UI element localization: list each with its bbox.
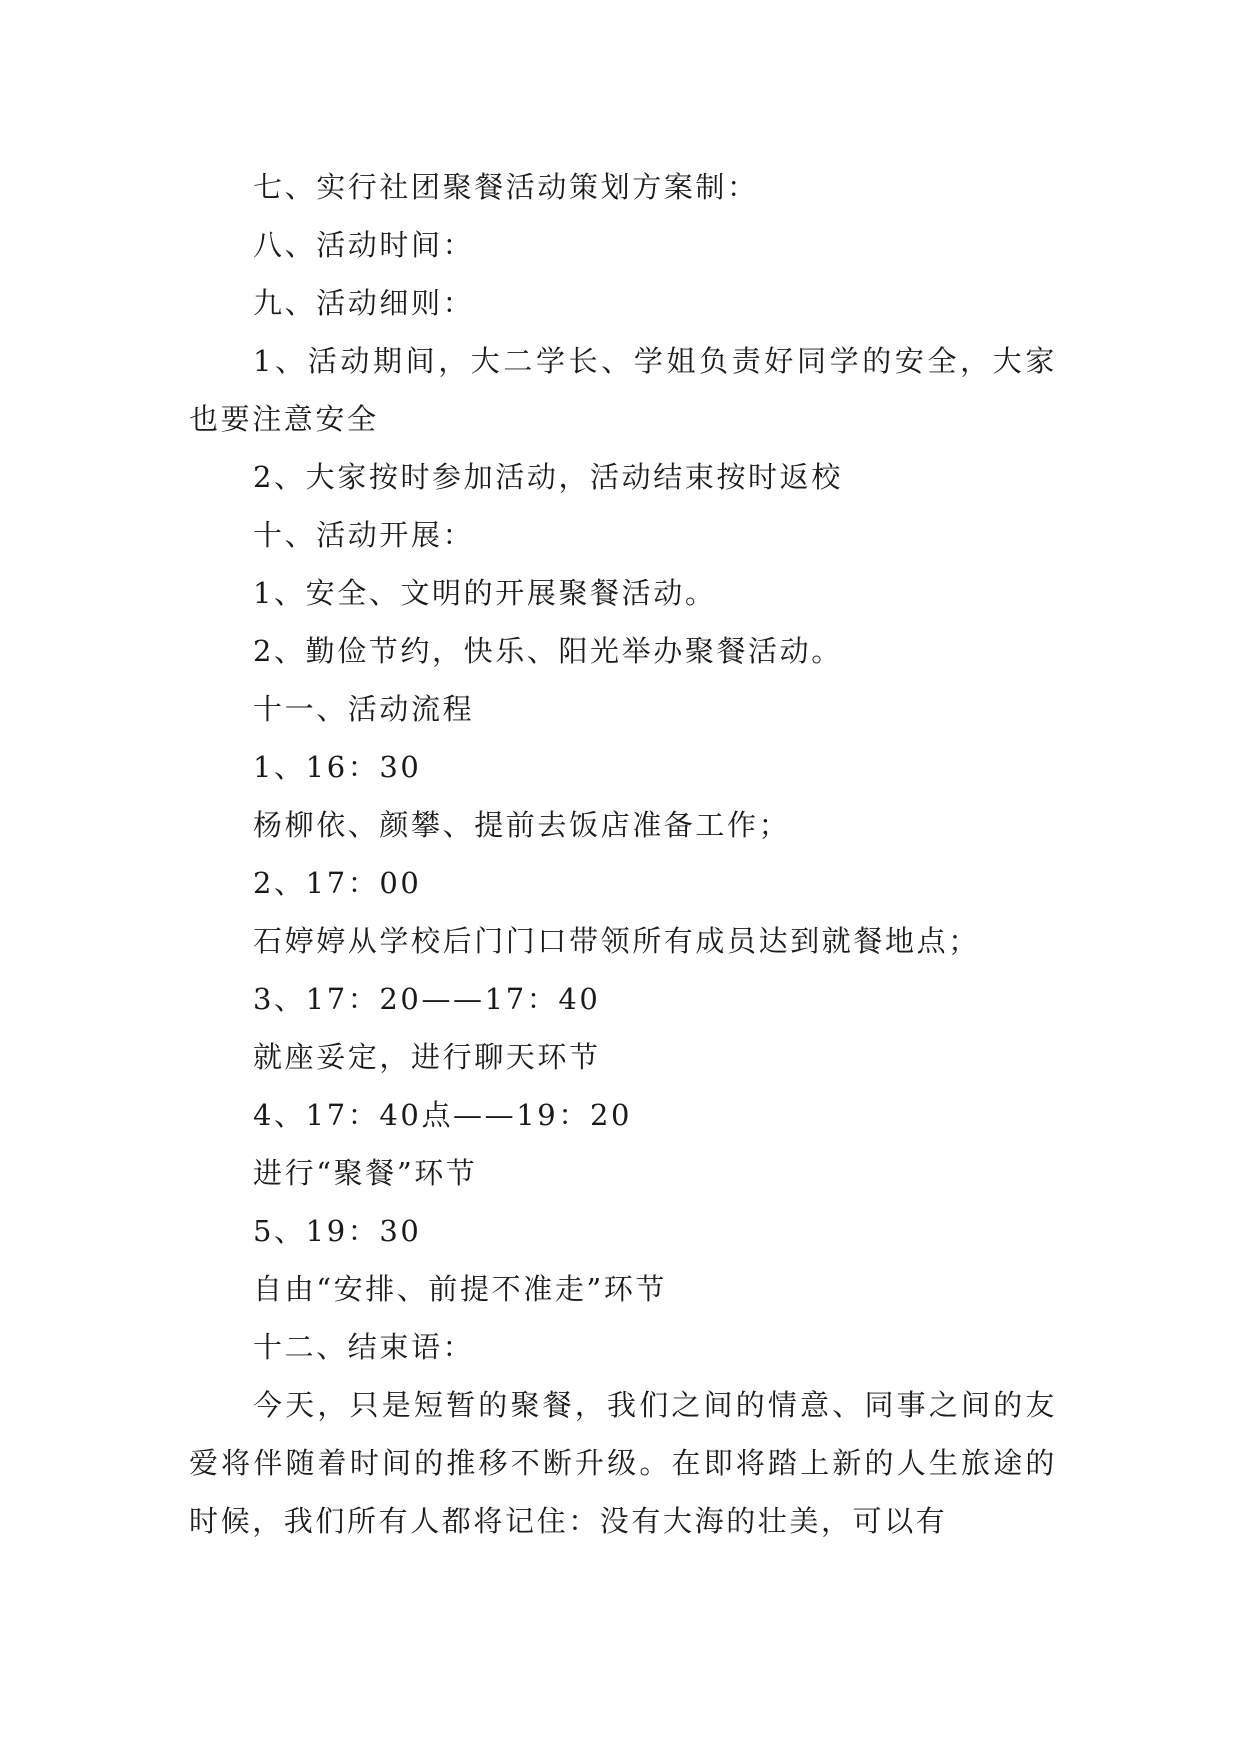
conduct-item-1: 1、安全、文明的开展聚餐活动。 bbox=[253, 576, 717, 610]
conduct-item-2: 2、勤俭节约，快乐、阳光举办聚餐活动。 bbox=[253, 634, 843, 668]
schedule-desc-4: 进行“聚餐”环节 bbox=[253, 1156, 478, 1190]
rule-item-1: 1、活动期间，大二学长、学姐负责好同学的安全，大家也要注意安全 bbox=[189, 344, 1057, 436]
heading-eleven: 十一、活动流程 bbox=[253, 692, 475, 726]
schedule-time-2: 2、17：00 bbox=[253, 866, 422, 900]
heading-ten: 十、活动开展： bbox=[253, 518, 475, 552]
heading-nine: 九、活动细则： bbox=[253, 286, 475, 320]
closing-paragraph: 今天，只是短暂的聚餐，我们之间的情意、同事之间的友爱将伴随着时间的推移不断升级。在即将踏上新的人生旅途的时候，我们所有人都将记住：没有大海的壮美，可以有 bbox=[189, 1388, 1057, 1538]
schedule-time-4: 4、17：40点——19：20 bbox=[253, 1098, 633, 1132]
document-body bbox=[189, 158, 1057, 1550]
heading-twelve: 十二、结束语： bbox=[253, 1330, 475, 1364]
rule-item-2: 2、大家按时参加活动，活动结束按时返校 bbox=[253, 460, 843, 494]
schedule-desc-2: 石婷婷从学校后门门口带领所有成员达到就餐地点； bbox=[253, 924, 980, 958]
schedule-desc-3: 就座妥定，进行聊天环节 bbox=[253, 1040, 601, 1074]
heading-seven: 七、实行社团聚餐活动策划方案制： bbox=[253, 170, 759, 204]
schedule-desc-5: 自由“安排、前提不准走”环节 bbox=[253, 1272, 668, 1306]
heading-eight: 八、活动时间： bbox=[253, 228, 475, 262]
schedule-time-1: 1、16：30 bbox=[253, 750, 422, 784]
schedule-time-5: 5、19：30 bbox=[253, 1214, 422, 1248]
schedule-time-3: 3、17：20——17：40 bbox=[253, 982, 601, 1016]
schedule-desc-1: 杨柳依、颜攀、提前去饭店准备工作； bbox=[253, 808, 791, 842]
